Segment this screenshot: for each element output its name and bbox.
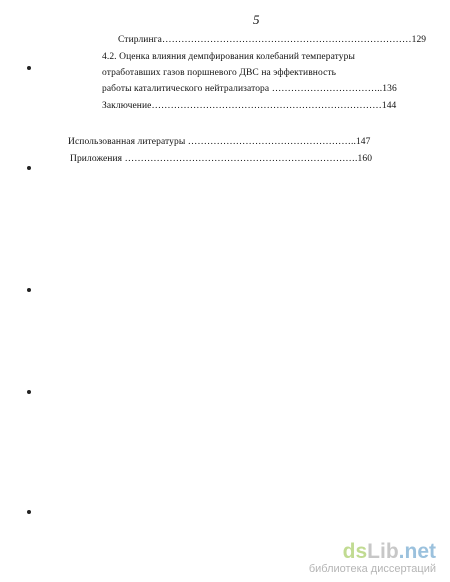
dslib-logo bbox=[309, 541, 436, 563]
logo-ds-part: ds bbox=[342, 540, 368, 563]
toc-entry-4-2-line2: отработавших газов поршневого ДВС на эффективность bbox=[102, 68, 337, 78]
binding-hole-mark bbox=[27, 288, 31, 292]
binding-hole-mark bbox=[27, 390, 31, 394]
toc-entry-references: Использованная литературы ……………………………………………..147 bbox=[68, 137, 371, 147]
toc-entry-stirling: Стирлинга……………………………………………………………………129 bbox=[118, 35, 427, 45]
watermark-subtitle: библиотека диссертаций bbox=[308, 563, 436, 575]
toc-entry-4-2-title: 4.2. Оценка влияния демпфирования колебаний температуры bbox=[102, 52, 355, 62]
binding-hole-mark bbox=[27, 66, 31, 70]
page-number: 5 bbox=[253, 12, 260, 27]
dslib-watermark bbox=[309, 541, 436, 576]
binding-hole-mark bbox=[27, 166, 31, 170]
logo-net-part: .net bbox=[398, 540, 436, 563]
logo-lib-part: Lib bbox=[367, 540, 399, 563]
toc-entry-conclusion: Заключение………………………………………………………………144 bbox=[102, 101, 397, 111]
toc-entry-4-2-line3: работы каталитического нейтрализатора ……………………………..136 bbox=[102, 84, 397, 94]
toc-entry-appendices: Приложения ……………………………………………………………….160 bbox=[70, 154, 373, 164]
binding-hole-mark bbox=[27, 510, 31, 514]
